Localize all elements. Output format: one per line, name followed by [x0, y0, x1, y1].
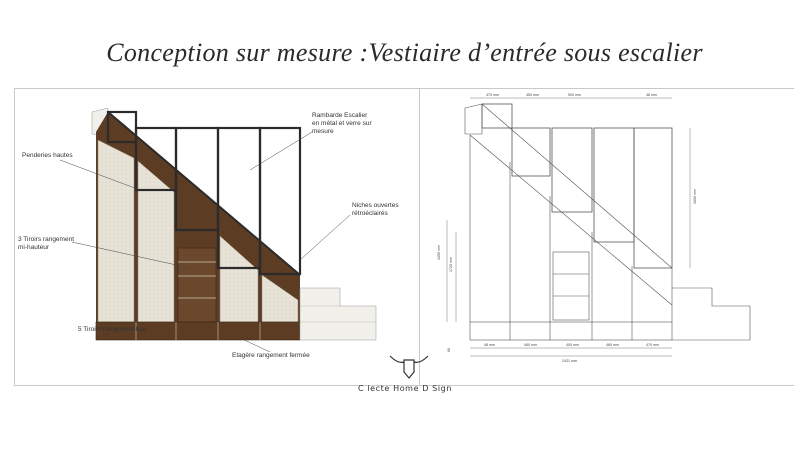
right-dim: 1600 mm: [693, 189, 697, 204]
small-dim: 60: [447, 348, 451, 352]
label-rambarde: Rambarde Escalier en métal et verre sur mesure: [312, 112, 372, 135]
label-5-tiroirs: 5 Tiroirs rangement bas: [78, 326, 147, 333]
top-dim-1: 470 mm: [486, 93, 499, 97]
side-dim-1: 1350 mm: [437, 245, 441, 260]
bottom-dim-1: 48 mm: [484, 343, 495, 347]
rendered-elevation: [60, 108, 376, 352]
label-penderies: Penderies hautes: [22, 152, 73, 159]
bottom-dim-3: 400 mm: [566, 343, 579, 347]
drawer-block: [178, 248, 216, 322]
brand-logo-text: C lecte Home D Sign: [358, 384, 452, 393]
bull-logo-icon: [390, 356, 428, 378]
top-dim-4: 48 mm: [646, 93, 657, 97]
bottom-dim-4: 460 mm: [606, 343, 619, 347]
bottom-dim-2: 460 mm: [524, 343, 537, 347]
lower-steps: [300, 288, 376, 340]
bottom-dim-5: 470 mm: [646, 343, 659, 347]
technical-drawing: [447, 98, 750, 356]
label-3-tiroirs: 3 Tiroirs rangement mi-hauteur: [18, 236, 74, 251]
label-niches: Niches ouvertes rétroéclairés: [352, 202, 399, 217]
side-dim-2: 1720 mm: [449, 257, 453, 272]
top-dim-3: 500 mm: [568, 93, 581, 97]
wardrobe-door-1: [98, 140, 134, 322]
top-dim-2: 450 mm: [526, 93, 539, 97]
label-etagere: Etagère rangement fermée: [232, 352, 310, 359]
total-dim: 2431 mm: [562, 359, 577, 363]
page-title: Conception sur mesure :Vestiaire d’entrée sous escalier: [106, 38, 703, 67]
